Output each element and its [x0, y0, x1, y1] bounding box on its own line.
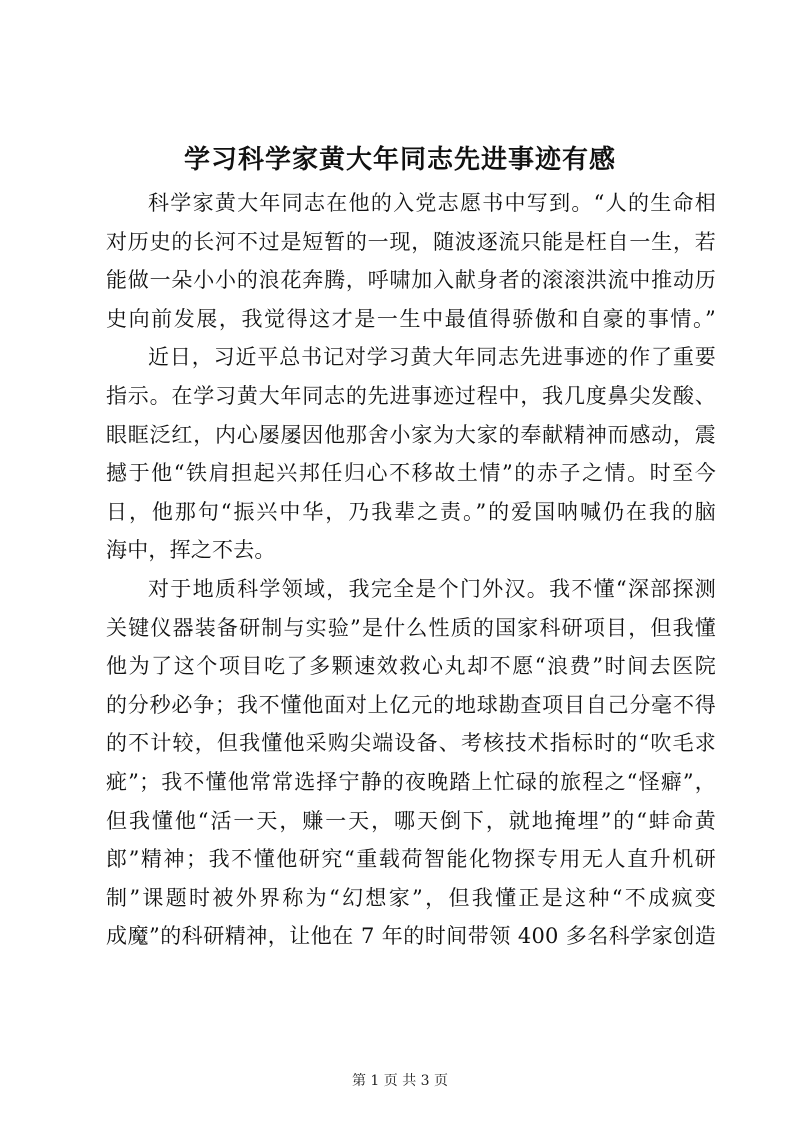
- text-line: 的分秒必争；我不懂他面对上亿元的地球勘查项目自己分毫不得: [106, 692, 716, 717]
- page-footer: 第 1 页 共 3 页: [351, 1073, 449, 1089]
- paragraph-1: [106, 184, 716, 338]
- text-line: 眼眶泛红，内心屡屡因他那舍小家为大家的奉献精神而感动，震: [106, 422, 716, 447]
- text-line: 成魔”的科研精神，让他在 7 年的时间带领 400 多名科学家创造: [106, 924, 716, 949]
- text-line: 制”课题时被外界称为“幻想家”，但我懂正是这种“不成疯变: [106, 885, 716, 910]
- document-title: 学习科学家黄大年同志先进事迹有感: [183, 145, 616, 175]
- text-line: 对历史的长河不过是短暂的一现，随波逐流只能是枉自一生，若: [106, 229, 716, 254]
- paragraph-3: [106, 570, 716, 956]
- text-line: 关键仪器装备研制与实验”是什么性质的国家科研项目，但我懂: [106, 615, 716, 640]
- text-line: 史向前发展，我觉得这才是一生中最值得骄傲和自豪的事情。”: [106, 306, 716, 331]
- text-line: 能做一朵小小的浪花奔腾，呼啸加入献身者的滚滚洪流中推动历: [106, 268, 716, 293]
- text-line: 但我懂他“活一天，赚一天，哪天倒下，就地掩埋”的“蚌命黄: [106, 808, 716, 833]
- text-line: 日，他那句“振兴中华，乃我辈之责。”的爱国呐喊仍在我的脑: [106, 499, 716, 524]
- text-line: 的不计较，但我懂他采购尖端设备、考核技术指标时的“吹毛求: [106, 731, 716, 756]
- paragraph-2: [106, 338, 716, 570]
- text-line: 近日，习近平总书记对学习黄大年同志先进事迹的作了重要: [148, 345, 716, 370]
- text-line: 指示。在学习黄大年同志的先进事迹过程中，我几度鼻尖发酸、: [106, 383, 716, 408]
- text-line: 海中，挥之不去。: [106, 538, 276, 563]
- text-line: 对于地质科学领域，我完全是个门外汉。我不懂“深部探测: [148, 576, 716, 601]
- text-line: 撼于他“铁肩担起兴邦任归心不移故土情”的赤子之情。时至今: [106, 461, 716, 486]
- text-line: 科学家黄大年同志在他的入党志愿书中写到。“人的生命相: [148, 191, 716, 215]
- text-line: 他为了这个项目吃了多颗速效救心丸却不愿“浪费”时间去医院: [106, 654, 716, 679]
- text-line: 疵”；我不懂他常常选择宁静的夜晚踏上忙碌的旅程之“怪癖”，: [106, 769, 716, 794]
- document-body: [106, 184, 716, 956]
- text-line: 郎”精神；我不懂他研究“重载荷智能化物探专用无人直升机研: [106, 847, 716, 872]
